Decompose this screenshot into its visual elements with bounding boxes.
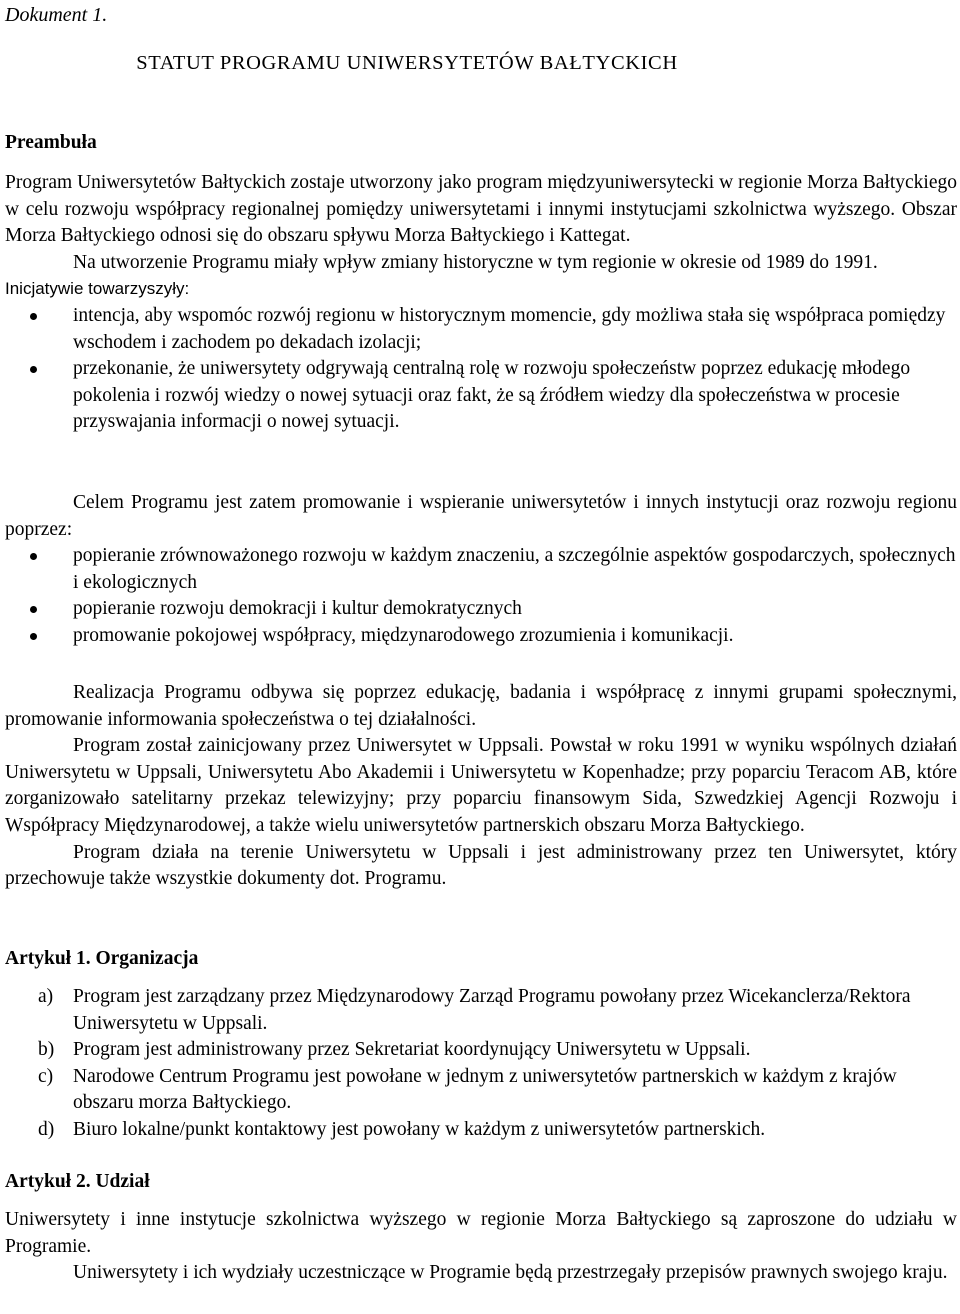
preamble-paragraph-2-end: Inicjatywie towarzyszyły: — [5, 279, 190, 299]
item-marker: d) — [38, 1118, 55, 1140]
preamble-paragraph-1 — [5, 170, 957, 250]
list-item — [5, 303, 957, 356]
bullet-icon — [30, 606, 37, 613]
bullet-icon — [30, 313, 37, 320]
list-item-text: intencja, aby wspomóc rozwój regionu w historycznym momencie, gdy możliwa stała się współpraca pomiędzy wschodem i zachodem po dekadach izolacji; — [73, 304, 946, 353]
preamble-paragraph-2-start: Na utworzenie Programu miały wpływ zmiany historyczne w tym regionie w okresie od 1989 do 1991. — [73, 251, 878, 273]
item-marker: c) — [38, 1065, 54, 1087]
preamble-paragraph-2 — [5, 250, 957, 303]
list-item-text: promowanie pokojowej współpracy, międzynarodowego zrozumienia i komunikacji. — [73, 624, 734, 646]
list-item — [5, 1117, 957, 1144]
goals-list — [5, 543, 957, 649]
item-marker: b) — [38, 1039, 55, 1061]
list-item — [5, 356, 957, 436]
document-title: STATUT PROGRAMU UNIWERSYTETÓW BAŁTYCKICH — [136, 52, 678, 74]
item-marker: a) — [38, 986, 54, 1007]
goal-intro: Celem Programu jest zatem promowanie i wspieranie uniwersytetów i innych instytucji oraz rozwoju regionu poprzez: — [5, 492, 957, 540]
list-item-text: przekonanie, że uniwersytety odgrywają centralną rolę w rozwoju społeczeństw poprzez edukację młodego pokolenia i rozwój wiedzy o nowej sytuacji oraz fakt, że są źródłem wiedzy dla społeczeństwa w procesie przyswajania informacji o nowej sytuacji. — [73, 358, 911, 433]
preamble-paragraph-1-text: Program Uniwersytetów Bałtyckich zostaje utworzony jako program międzyuniwersytecki w regionie Morza Bałtyckiego w celu rozwoju współpracy regionalnej pomiędzy uniwersytetami i innymi instytucjami szkolnictwa wyższego. Obszar Morza Bałtyckiego odnosi się do obszaru spływu Morza Bałtyckiego i Kattegat. — [5, 172, 957, 247]
preamble-paragraph-5: Program działa na terenie Uniwersytetu w Uppsali i jest administrowany przez ten Uniwersytet, który przechowuje także wszystkie dokumenty dot. Programu. — [5, 841, 957, 890]
list-item-text: popieranie zrównoważonego rozwoju w każdym znaczeniu, a szczególnie aspektów gospodarczych, społecznych i ekologicznych — [73, 545, 956, 593]
article-2-paragraph-2: Uniwersytety i ich wydziały uczestniczące w Programie będą przestrzegały przepisów prawnych swojego kraju. — [73, 1262, 948, 1284]
preamble-section — [5, 130, 957, 156]
preamble-heading: Preambuła — [5, 132, 97, 153]
bullet-icon — [30, 553, 37, 560]
list-item-text: popieranie rozwoju demokracji i kultur demokratycznych — [73, 598, 522, 620]
list-item-text: Biuro lokalne/punkt kontaktowy jest powołany w każdym z uniwersytetów partnerskich. — [73, 1118, 766, 1140]
list-item-text: Narodowe Centrum Programu jest powołane w jednym z uniwersytetów partnerskich w każdym z krajów obszaru morza Bałtyckiego. — [73, 1065, 897, 1114]
list-item-text: Program jest zarządzany przez Międzynarodowy Zarząd Programu powołany przez Wicekanclerza/Rektora Uniwersytetu w Uppsali. — [73, 986, 911, 1034]
preamble-body — [5, 170, 957, 436]
list-item-text: Program jest administrowany przez Sekretariat koordynujący Uniwersytetu w Uppsali. — [73, 1039, 751, 1061]
list-item — [5, 543, 957, 596]
article-1-heading: Artykuł 1. Organizacja — [5, 948, 199, 969]
bullet-icon — [30, 366, 37, 373]
goals-block — [5, 490, 957, 650]
article-1-body — [5, 984, 957, 1144]
article-1-list — [5, 984, 957, 1144]
document-label: Dokument 1. — [5, 4, 108, 26]
list-item — [5, 596, 957, 623]
list-item — [5, 623, 957, 650]
preamble-paragraph-4: Program został zainicjowany przez Uniwersytet w Uppsali. Powstał w roku 1991 w wyniku wspólnych działań Uniwersytetu w Uppsali, Uniwersytetu Abo Akademii i Uniwersytetu w Kopenhadze; przy poparciu Teracom AB, które zorganizowało satelitarny przekaz telewizyjny; przy poparciu finansowym Sida, Szwedzkiej Agencji Rozwoju i Współpracy Międzynarodowej, a także wielu uniwersytetów partnerskich obszaru Morza Bałtyckiego. — [5, 735, 957, 836]
list-item — [5, 1037, 957, 1064]
article-2-body — [5, 1207, 957, 1287]
list-item — [5, 984, 957, 1037]
article-2-heading: Artykuł 2. Udział — [5, 1171, 150, 1192]
article-2-section — [5, 1169, 957, 1195]
article-2-paragraph-1: Uniwersytety i inne instytucje szkolnictwa wyższego w regionie Morza Bałtyckiego są zaproszone do udziału w Programie. — [5, 1209, 957, 1257]
preamble-paragraph-3: Realizacja Programu odbywa się poprzez edukację, badania i współpracę z innymi grupami społecznymi, promowanie informowania społeczeństwa o tej działalności. — [5, 682, 957, 730]
preamble-closing — [5, 680, 957, 893]
list-item — [5, 1064, 957, 1117]
initiatives-list — [5, 303, 957, 436]
bullet-icon — [30, 633, 37, 640]
article-1-section — [5, 946, 957, 972]
